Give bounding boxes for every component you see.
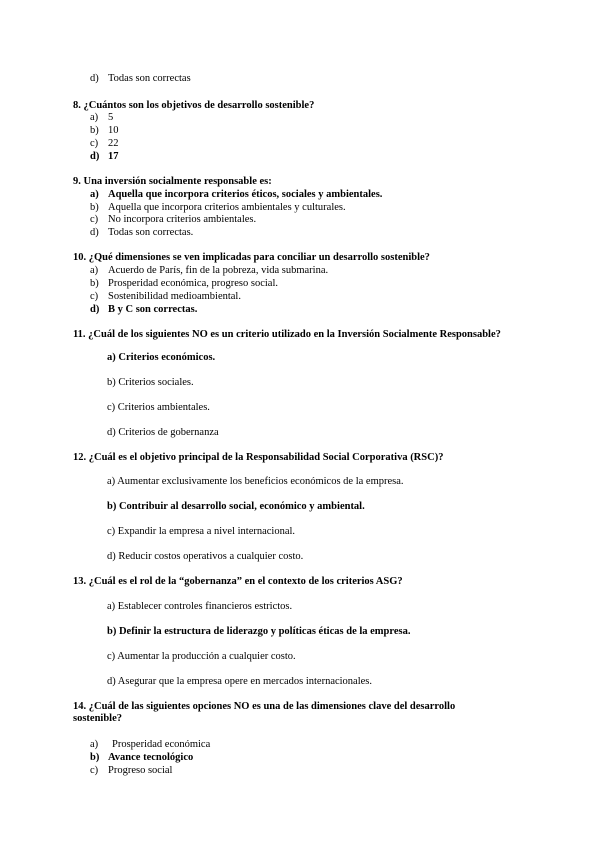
option-letter: d) [90,227,99,238]
question-8-title: 8. ¿Cuántos son los objetivos de desarrollo sostenible? [73,100,315,111]
option-letter: a) [90,189,99,200]
option-letter: b) [90,752,100,763]
option-text: 17 [108,151,119,162]
option-text: Progreso social [108,765,173,776]
question-11-title: 11. ¿Cuál de los siguientes NO es un criterio utilizado en la Inversión Socialmente Responsable? [73,329,501,340]
option-text: Todas son correctas [108,73,191,84]
q11-option-a-correct: a) Criterios económicos. [107,352,216,363]
q11-option-d: d) Criterios de gobernanza [107,427,219,438]
option-text: B y C son correctas. [108,304,198,315]
question-9-title: 9. Una inversión socialmente responsable es: [73,176,272,187]
q10-option-a [0,264,600,277]
q13-option-a: a) Establecer controles financieros estrictos. [107,601,293,612]
question-10-title: 10. ¿Qué dimensiones se ven implicadas para conciliar un desarrollo sostenible? [73,252,430,263]
option-letter: d) [90,73,99,84]
question-13-title: 13. ¿Cuál es el rol de la “gobernanza” en el contexto de los criterios ASG? [73,576,403,587]
q8-option-c [0,137,600,150]
option-letter: c) [90,291,99,302]
option-letter: b) [90,202,99,213]
option-letter: b) [90,278,99,289]
q8-option-a [0,111,600,124]
option-letter: d) [90,151,100,162]
q13-option-b-correct: b) Definir la estructura de liderazgo y políticas éticas de la empresa. [107,626,411,637]
q12-option-c: c) Expandir la empresa a nivel internacional. [107,526,296,537]
q13-option-d: d) Asegurar que la empresa opere en mercados internacionales. [107,676,373,687]
option-letter: d) [90,304,100,315]
q11-option-b: b) Criterios sociales. [107,377,194,388]
option-letter: a) [90,265,99,276]
q14-option-b-correct [0,751,600,764]
q9-option-c [0,213,600,226]
option-text: Aquella que incorpora criterios éticos, sociales y ambientales. [108,189,383,200]
q8-option-b [0,124,600,137]
option-text: Aquella que incorpora criterios ambientales y culturales. [108,202,346,213]
q12-option-b-correct: b) Contribuir al desarrollo social, económico y ambiental. [107,501,365,512]
option-text: No incorpora criterios ambientales. [108,214,257,225]
q11-option-c: c) Criterios ambientales. [107,402,210,413]
question-14-title-line-1: 14. ¿Cuál de las siguientes opciones NO es una de las dimensiones clave del desarrollo [73,701,456,712]
option-letter: c) [90,214,99,225]
option-text: Todas son correctas. [108,227,194,238]
q9-option-a-correct [0,188,600,201]
question-12-title: 12. ¿Cuál es el objetivo principal de la Responsabilidad Social Corporativa (RSC)? [73,452,444,463]
option-text: Prosperidad económica [112,739,211,750]
option-letter: a) [90,739,99,750]
q14-option-a [0,738,600,751]
option-letter: c) [90,765,99,776]
q13-option-c: c) Aumentar la producción a cualquier costo. [107,651,296,662]
option-text: Sostenibilidad medioambiental. [108,291,241,302]
q10-option-c [0,290,600,303]
q10-option-d-correct [0,303,600,316]
q14-option-c [0,764,600,777]
q7-option-d [0,72,600,85]
option-letter: b) [90,125,99,136]
option-text: 5 [108,112,114,123]
option-letter: c) [90,138,99,149]
option-text: Prosperidad económica, progreso social. [108,278,278,289]
option-text: 10 [108,125,119,136]
option-letter: a) [90,112,99,123]
q12-option-d: d) Reducir costos operativos a cualquier costo. [107,551,304,562]
q9-option-d [0,226,600,239]
q8-option-d-correct [0,150,600,163]
question-14-title-line-2: sostenible? [73,713,123,724]
option-text: Acuerdo de París, fin de la pobreza, vida submarina. [108,265,329,276]
q12-option-a: a) Aumentar exclusivamente los beneficios económicos de la empresa. [107,476,404,487]
option-text: Avance tecnológico [108,752,194,763]
option-text: 22 [108,138,119,149]
q10-option-b [0,277,600,290]
